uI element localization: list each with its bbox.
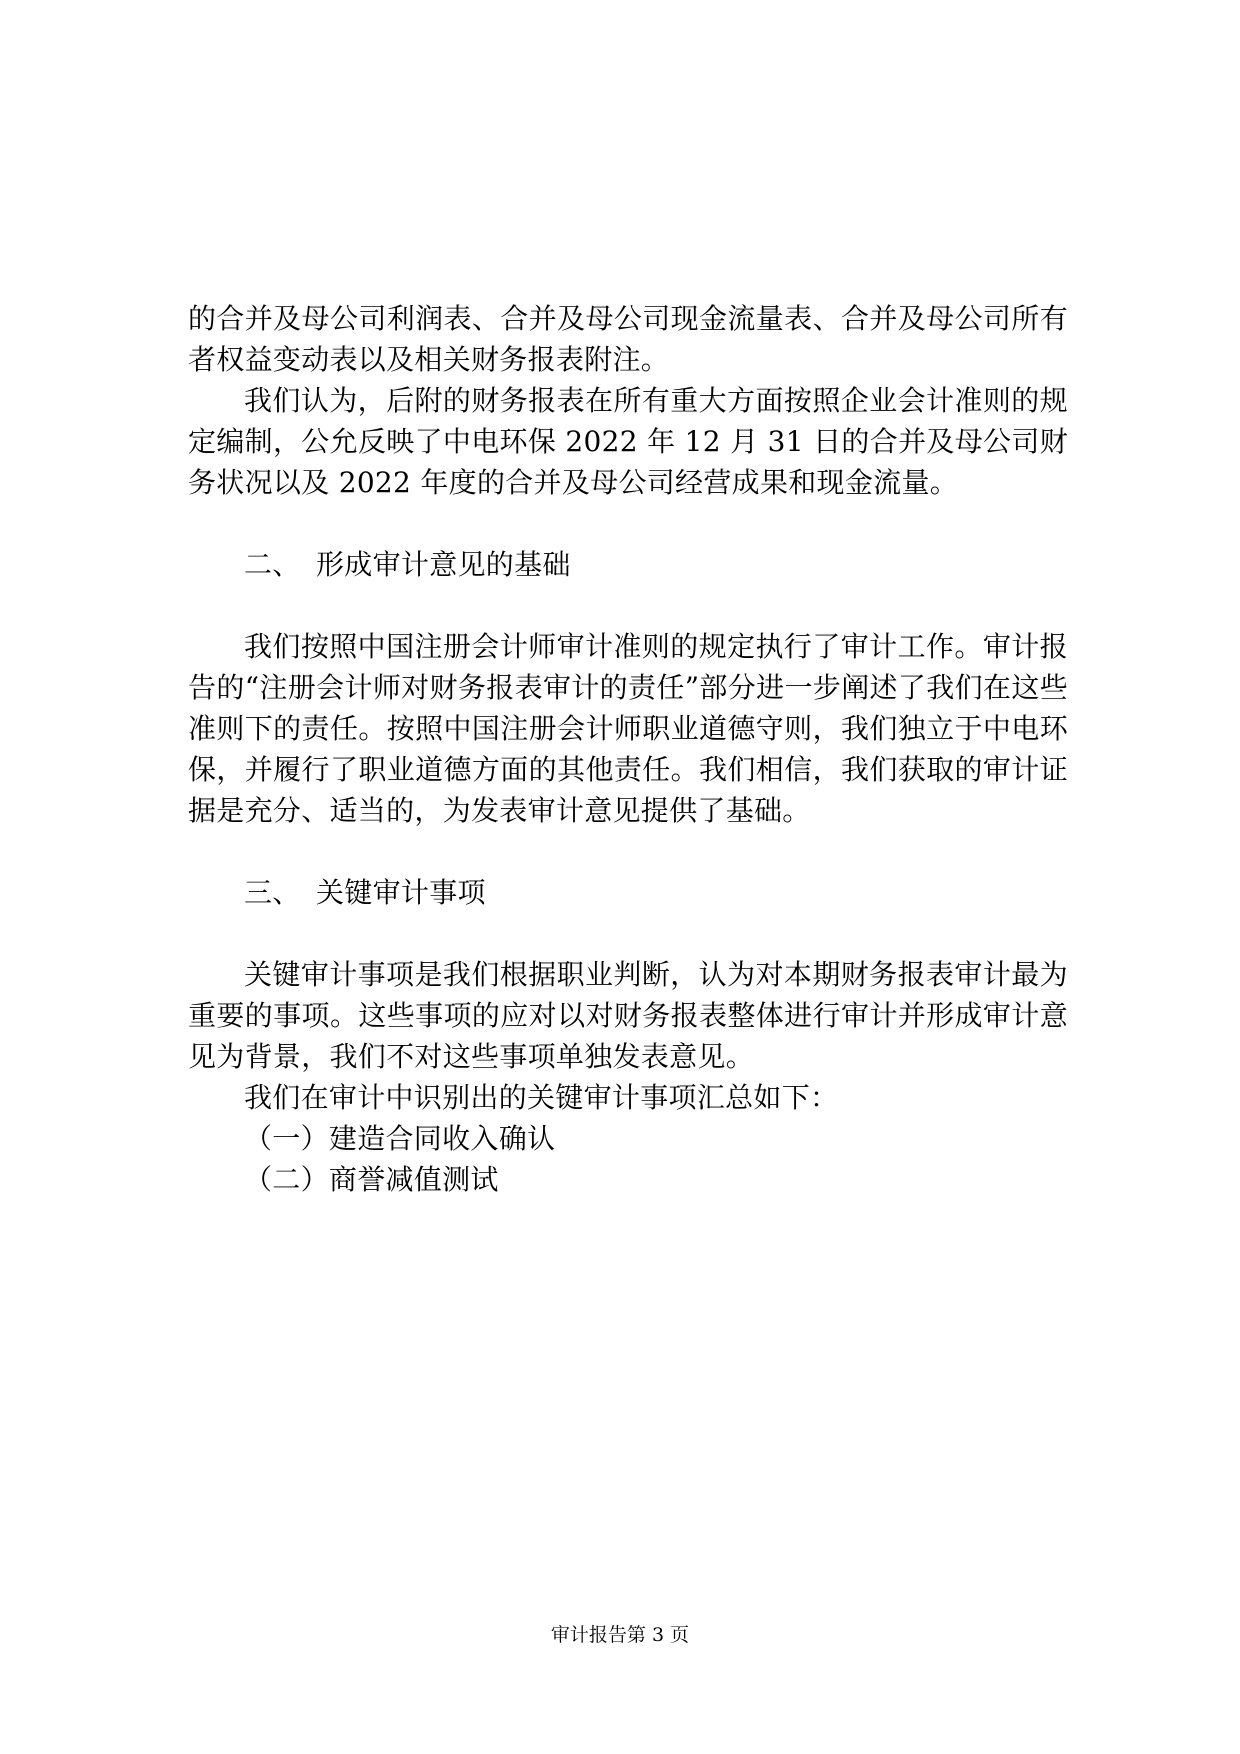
paragraph-key-matters-definition: 关键审计事项是我们根据职业判断，认为对本期财务报表审计最为重要的事项。这些事项的应对以对财务报表整体进行审计并形成审计意见为背景，我们不对这些事项单独发表意见。 <box>188 958 1068 1073</box>
paragraph-key-matters-summary: 我们在审计中识别出的关键审计事项汇总如下： <box>244 1081 839 1114</box>
section-heading-basis <box>188 544 1068 585</box>
paragraph-basis-for-opinion: 我们按照中国注册会计师审计准则的规定执行了审计工作。审计报告的“注册会计师对财务报表审计的责任”部分进一步阐述了我们在这些准则下的责任。按照中国注册会计师职业道德守则，我们独立于中电环保，并履行了职业道德方面的其他责任。我们相信，我们获取的审计证据是充分、适当的，为发表审计意见提供了基础。 <box>188 630 1068 827</box>
key-matter-item-2: （二）商誉减值测试 <box>244 1163 499 1196</box>
section-number: 三、 <box>244 876 301 909</box>
section-number: 二、 <box>244 548 301 581</box>
paragraph-audit-opinion: 我们认为，后附的财务报表在所有重大方面按照企业会计准则的规定编制，公允反映了中电环保 2022 年 12 月 31 日的合并及母公司财务状况以及 2022 年度的合并及母公司经营成果和现金流量。 <box>188 384 1068 499</box>
document-body <box>188 298 1068 1200</box>
paragraph-statements-list: 的合并及母公司利润表、合并及母公司现金流量表、合并及母公司所有者权益变动表以及相关财务报表附注。 <box>188 302 1068 376</box>
section-title: 关键审计事项 <box>316 876 486 909</box>
section-title: 形成审计意见的基础 <box>316 548 571 581</box>
page-footer: 审计报告第 3 页 <box>550 1624 690 1646</box>
key-matter-item-1: （一）建造合同收入确认 <box>244 1122 556 1155</box>
section-heading-key-matters <box>188 872 1068 913</box>
